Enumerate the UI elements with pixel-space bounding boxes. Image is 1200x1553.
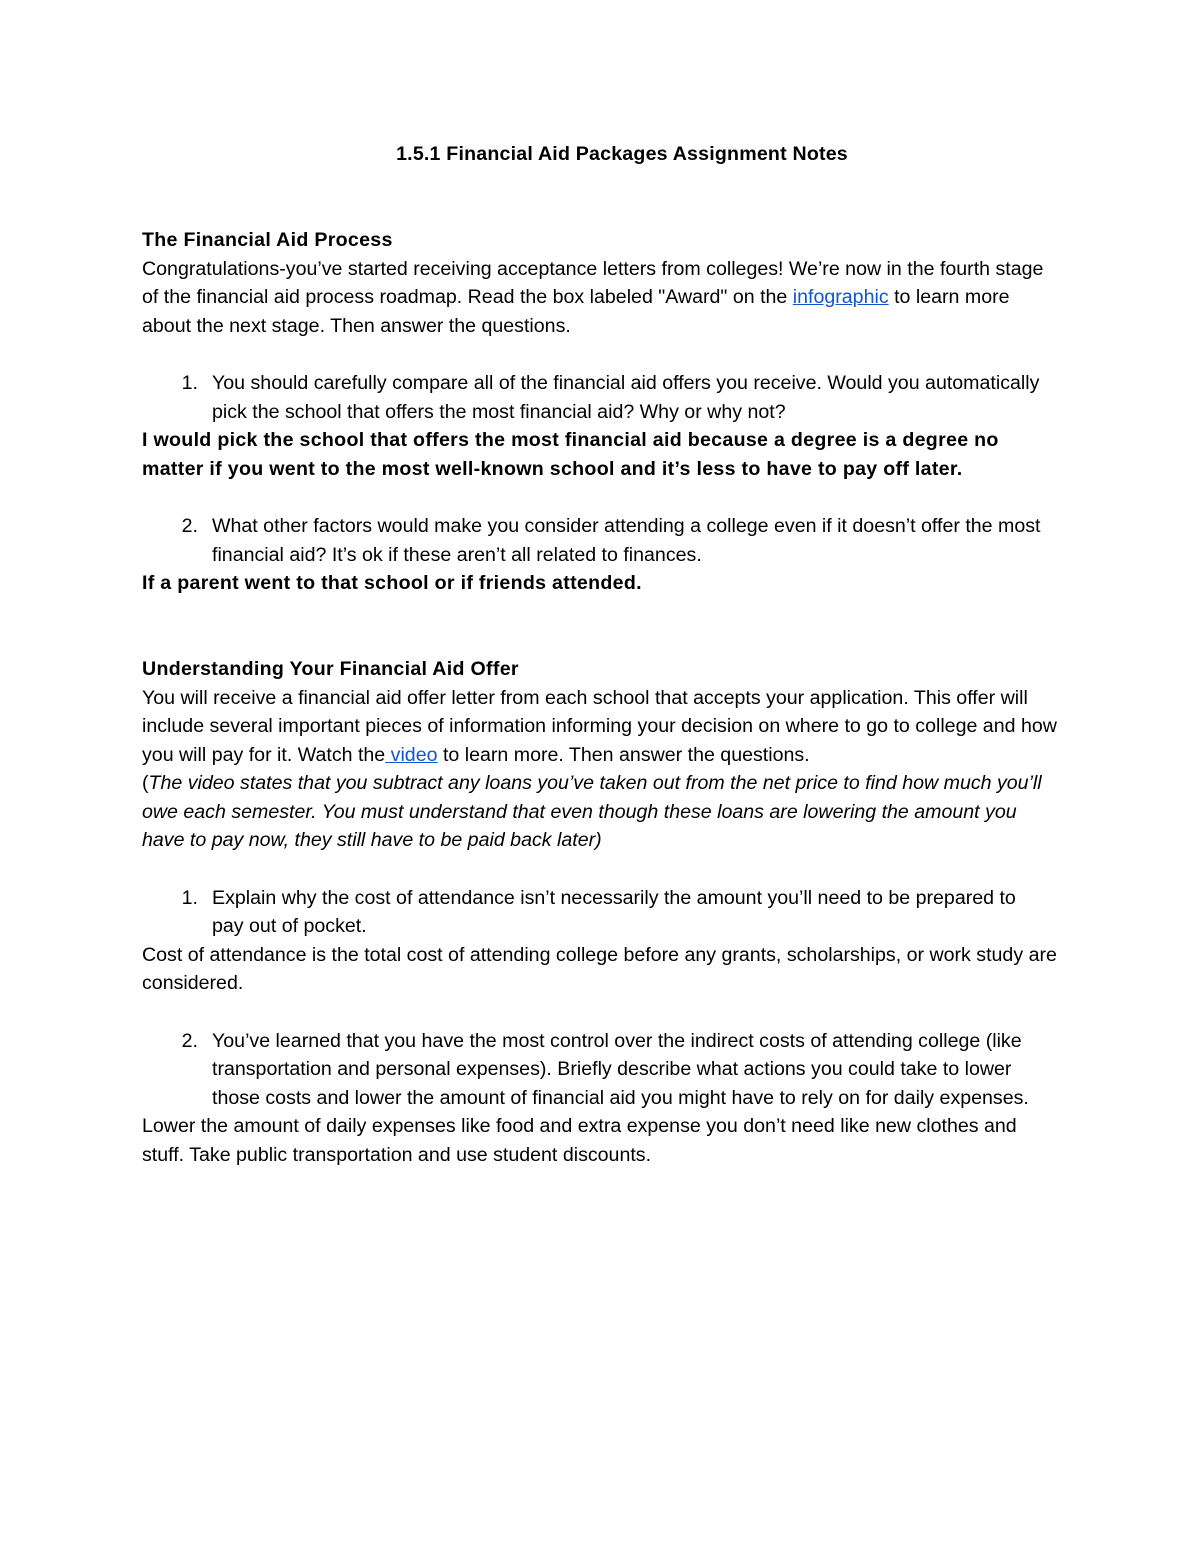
section-heading-financial-aid-process: The Financial Aid Process — [142, 229, 393, 251]
question-item — [142, 884, 1062, 941]
section2-intro-text-a: You will receive a financial aid offer letter from each school that accepts your application. This offer will include several important pieces of information informing your decision on where to go to college and how you will pay for it. Watch the — [142, 686, 1057, 766]
video-note-text: The video states that you subtract any loans you’ve taken out from the net price to find how much you’ll owe each semester. You must understand that even though these loans are lowering the amount you have to pay now, they still have to be paid back later) — [142, 772, 1042, 852]
question-text: What other factors would make you consider attending a college even if it doesn’t offer the most financial aid? It’s ok if these aren’t all related to finances. — [212, 514, 1041, 566]
document-title: 1.5.1 Financial Aid Packages Assignment Notes — [396, 143, 848, 165]
question-text: You should carefully compare all of the financial aid offers you receive. Would you automatically pick the school that offers the most financial aid? Why or why not? — [212, 371, 1040, 423]
video-note — [142, 769, 1062, 855]
question-number: 1. — [181, 886, 198, 909]
answer-text: Cost of attendance is the total cost of attending college before any grants, scholarships, or work study are considered. — [142, 943, 1057, 995]
section1-intro-text-a: Congratulations-you’ve started receiving acceptance letters from colleges! We’re now in the fourth stage of the financial aid process roadmap. Read the box labeled "Award" on the — [142, 257, 1044, 309]
answer-text: I would pick the school that offers the most financial aid because a degree is a degree no matter if you went to the most well-known school and it’s less to have to pay off later. — [142, 429, 999, 480]
section2-intro-text-b: to learn more. Then answer the questions. — [437, 743, 810, 766]
video-link[interactable]: video — [385, 743, 438, 766]
answer-text: If a parent went to that school or if friends attended. — [142, 572, 642, 595]
question-number: 2. — [181, 514, 198, 537]
section1-intro-text-b: to learn more about the next stage. Then answer the questions. — [142, 286, 1010, 337]
question-text: Explain why the cost of attendance isn’t necessarily the amount you’ll need to be prepared to pay out of pocket. — [212, 886, 1016, 938]
question-item — [142, 512, 1062, 569]
section2-intro — [142, 684, 1062, 770]
question-number: 2. — [181, 1029, 198, 1052]
section1-intro — [142, 255, 1062, 341]
question-item — [142, 369, 1062, 426]
infographic-link[interactable]: infographic — [792, 286, 889, 309]
section-heading-understanding-offer: Understanding Your Financial Aid Offer — [142, 657, 519, 680]
document-content — [142, 140, 1062, 1170]
video-note-paren: ( — [142, 772, 149, 795]
question-item — [142, 1027, 1062, 1113]
question-number: 1. — [181, 371, 198, 394]
answer-text: Lower the amount of daily expenses like food and extra expense you don’t need like new clothes and stuff. Take public transportation and use student discounts. — [142, 1115, 1017, 1166]
question-text: You’ve learned that you have the most control over the indirect costs of attending college (like transportation and personal expenses). Briefly describe what actions you could take to lower those costs and lower the amount of financial aid you might have to rely on for daily expenses. — [212, 1029, 1029, 1109]
